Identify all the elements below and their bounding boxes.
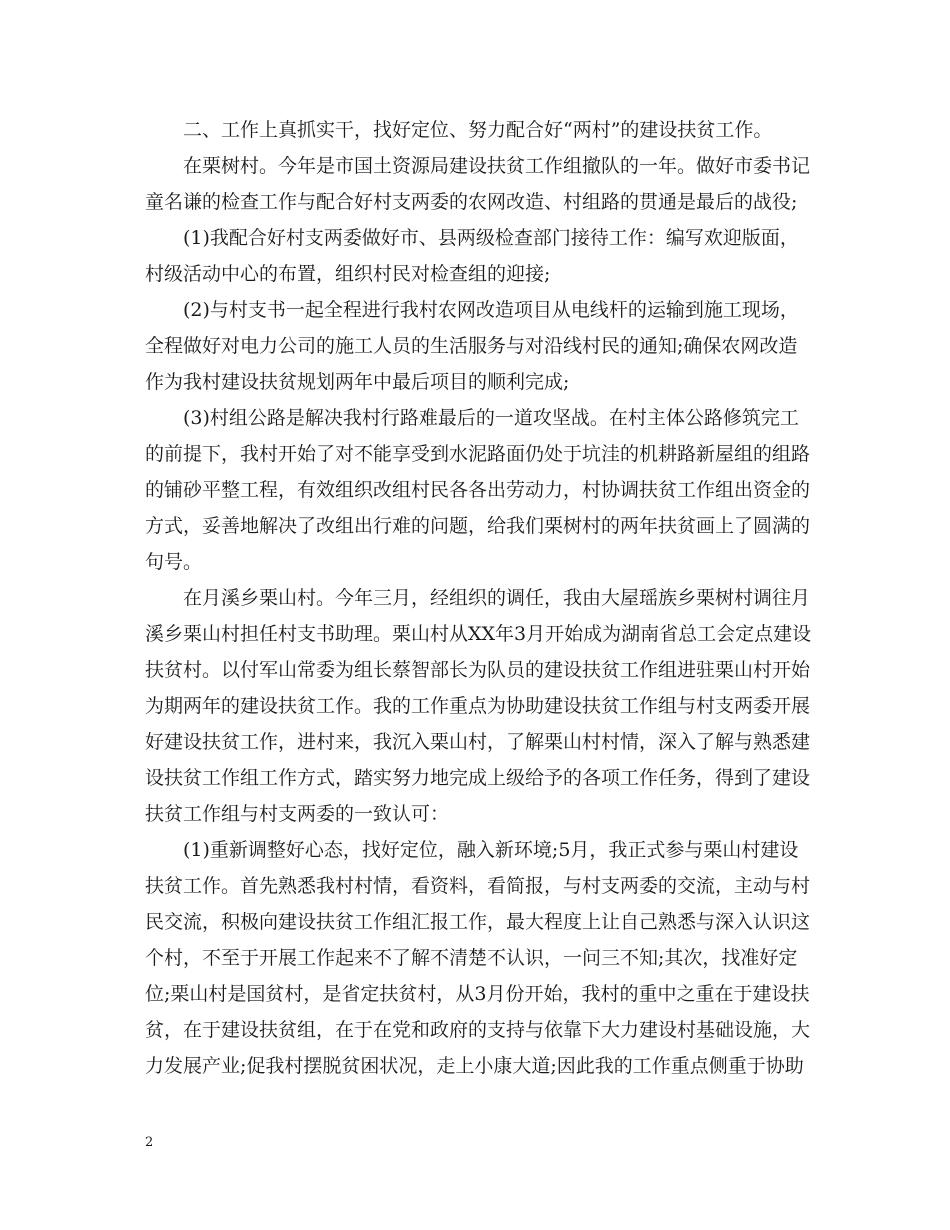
text-line: 童名谦的检查工作与配合好村支两委的农网改造、村组路的贯通是最后的战役; [145, 191, 798, 213]
text-line: 位;栗山村是国贫村，是省定扶贫村，从3月份开始，我村的重中之重在于建设扶 [145, 983, 810, 1005]
text-line: 扶贫村。以付军山常委为组长蔡智部长为队员的建设扶贫工作组进驻栗山村开始 [145, 659, 811, 681]
text-line: 全程做好对电力公司的施工人员的生活服务与对沿线村民的通知;确保农网改造 [145, 335, 798, 357]
text-line: 方式，妥善地解决了改组出行难的问题，给我们栗树村的两年扶贫画上了圆满的 [145, 515, 811, 537]
text-line: 在栗树村。今年是市国土资源局建设扶贫工作组撤队的一年。做好市委书记 [183, 155, 811, 177]
text-line: 溪乡栗山村担任村支书助理。栗山村从XX年3月开始成为湖南省总工会定点建设 [145, 623, 812, 645]
text-line: 二、工作上真抓实干，找好定位、努力配合好“两村”的建设扶贫工作。 [183, 119, 773, 141]
text-line: 力发展产业;促我村摆脱贫困状况，走上小康大道;因此我的工作重点侧重于协助 [145, 1055, 804, 1077]
text-line: 的前提下，我村开始了对不能享受到水泥路面仍处于坑洼的机耕路新屋组的组路 [145, 443, 811, 465]
text-line: 句号。 [145, 551, 203, 573]
text-line: 为期两年的建设扶贫工作。我的工作重点为协助建设扶贫工作组与村支两委开展 [145, 695, 811, 717]
text-line: 在月溪乡栗山村。今年三月，经组织的调任，我由大屋瑶族乡栗树村调往月 [183, 587, 811, 609]
text-line: (2)与村支书一起全程进行我村农网改造项目从电线杆的运输到施工现场， [183, 299, 799, 321]
text-line: (1)我配合好村支两委做好市、县两级检查部门接待工作：编写欢迎版面， [183, 227, 799, 249]
text-line: 作为我村建设扶贫规划两年中最后项目的顺利完成; [145, 371, 570, 393]
text-line: 村级活动中心的布置，组织村民对检查组的迎接; [145, 263, 551, 285]
text-line: 的铺砂平整工程，有效组织改组村民各各出劳动力，村协调扶贫工作组出资金的 [145, 479, 811, 501]
text-line: (1)重新调整好心态，找好定位，融入新环境;5月，我正式参与栗山村建设 [183, 839, 799, 861]
text-line: 贫，在于建设扶贫组，在于在党和政府的支持与依靠下大力建设村基础设施，大 [145, 1019, 811, 1041]
text-line: 民交流，积极向建设扶贫工作组汇报工作，最大程度上让自己熟悉与深入认识这 [145, 911, 811, 933]
text-line: 扶贫工作组与村支两委的一致认可： [145, 803, 450, 825]
text-line: 扶贫工作。首先熟悉我村村情，看资料，看简报，与村支两委的交流，主动与村 [145, 875, 811, 897]
text-line: 设扶贫工作组工作方式，踏实努力地完成上级给予的各项工作任务，得到了建设 [145, 767, 811, 789]
text-line: 个村，不至于开展工作起来不了解不清楚不认识，一问三不知;其次，找准好定 [145, 947, 798, 969]
text-line: 好建设扶贫工作，进村来，我沉入栗山村，了解栗山村村情，深入了解与熟悉建 [145, 731, 811, 753]
page-number: 2 [145, 1135, 154, 1150]
document-body [145, 112, 812, 1084]
text-line: (3)村组公路是解决我村行路难最后的一道攻坚战。在村主体公路修筑完工 [183, 407, 799, 429]
